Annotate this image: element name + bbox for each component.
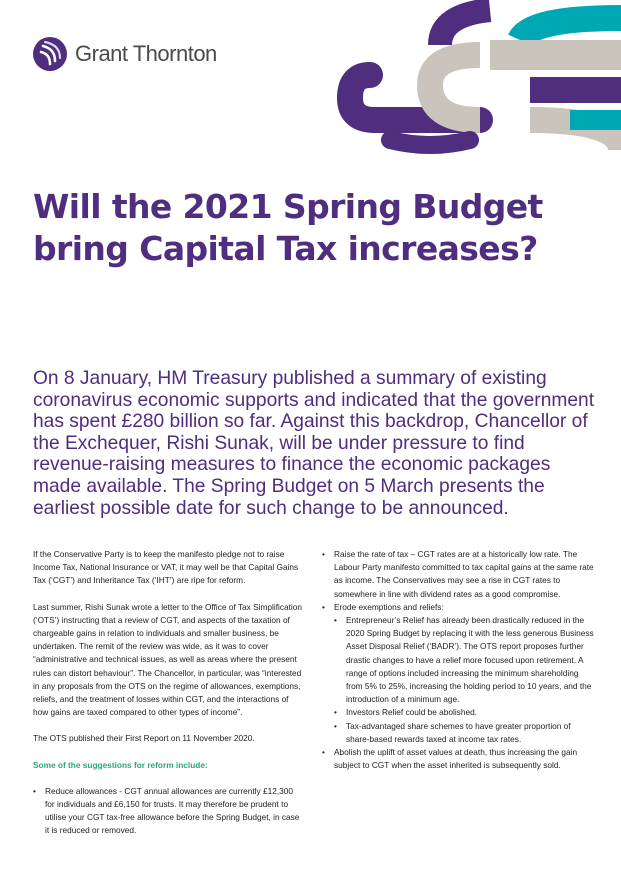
list-item: • Abolish the uplift of asset values at death, thus increasing the gain subject to CGT when the asset inherited is subsequently sold. <box>322 746 594 772</box>
list-item <box>322 601 594 746</box>
brand-logo <box>33 37 217 71</box>
suggestions-list-continued <box>322 548 594 772</box>
list-item: • Reduce allowances - CGT annual allowances are currently £12,300 for individuals and £6,150 for trusts. It may therefore be prudent to utilise your CGT tax-free allowance before the Spring Budget, in case it is reduced or removed. <box>33 785 303 838</box>
decorative-ribbon-graphic <box>330 0 621 160</box>
nested-list-item: • Entrepreneur’s Relief has already been drastically reduced in the 2020 Spring Budget by replacing it with the less generous Business Asset Disposal Relief (‘BADR’). The OTS report proposes further drastic changes to have a relief more focused upon retirement. A range of options included increasing the minimum shareholding from 5% to 25%, increasing the holding period to 10 years, and the introduction of a minimum age. <box>334 614 594 706</box>
body-paragraph: Last summer, Rishi Sunak wrote a letter to the Office of Tax Simplification (‘OTS’) instructing that a review of CGT, and aspects of the taxation of chargeable gains in relation to individuals and smaller business, be undertaken. The remit of the review was wide, as it was to cover “administrative and technical issues, as well as areas where the present rules can distort behaviour”. The Chancellor, in particular, was “interested in any proposals from the OTS on the regime of allowances, exemptions, reliefs, and the treatment of losses within CGT, and the interactions of how gains are taxed compared to other types of income”. <box>33 601 303 718</box>
list-item: • Raise the rate of tax – CGT rates are at a historically low rate. The Labour Party manifesto committed to tax capital gains at the same rate as income. The Conservatives may see a rise in CGT rates to somewhere in line with dividend rates as a good compromise. <box>322 548 594 601</box>
page-title: Will the 2021 Spring Budget bring Capital Tax increases? <box>33 187 543 268</box>
brand-name: Grant Thornton <box>75 41 217 66</box>
left-column <box>33 548 303 838</box>
nested-list <box>334 614 594 746</box>
suggestions-subheading: Some of the suggestions for reform include: <box>33 759 208 770</box>
body-paragraph: If the Conservative Party is to keep the manifesto pledge not to raise Income Tax, National Insurance or VAT, it may well be that Capital Gains Tax (‘CGT’) and Inheritance Tax (‘IHT’) are ripe for reform. <box>33 549 299 586</box>
right-column <box>322 548 594 772</box>
lead-paragraph: On 8 January, HM Treasury published a summary of existing coronavirus economic supports and indicated that the government has spent £280 billion so far. Against this backdrop, Chancellor of the Exchequer, Rishi Sunak, will be under pressure to find revenue-raising measures to finance the economic packages made available. The Spring Budget on 5 March presents the earliest possible date for such change to be announced. <box>33 368 595 519</box>
body-paragraph: The OTS published their First Report on 11 November 2020. <box>33 733 255 744</box>
nested-list-item: • Tax-advantaged share schemes to have greater proportion of share-based rewards taxed at income tax rates. <box>334 720 594 746</box>
suggestions-list <box>33 785 303 838</box>
grant-thornton-logo-icon <box>33 37 67 71</box>
list-item-label: Erode exemptions and reliefs: <box>334 601 444 612</box>
nested-list-item: • Investors Relief could be abolished. <box>334 706 594 719</box>
